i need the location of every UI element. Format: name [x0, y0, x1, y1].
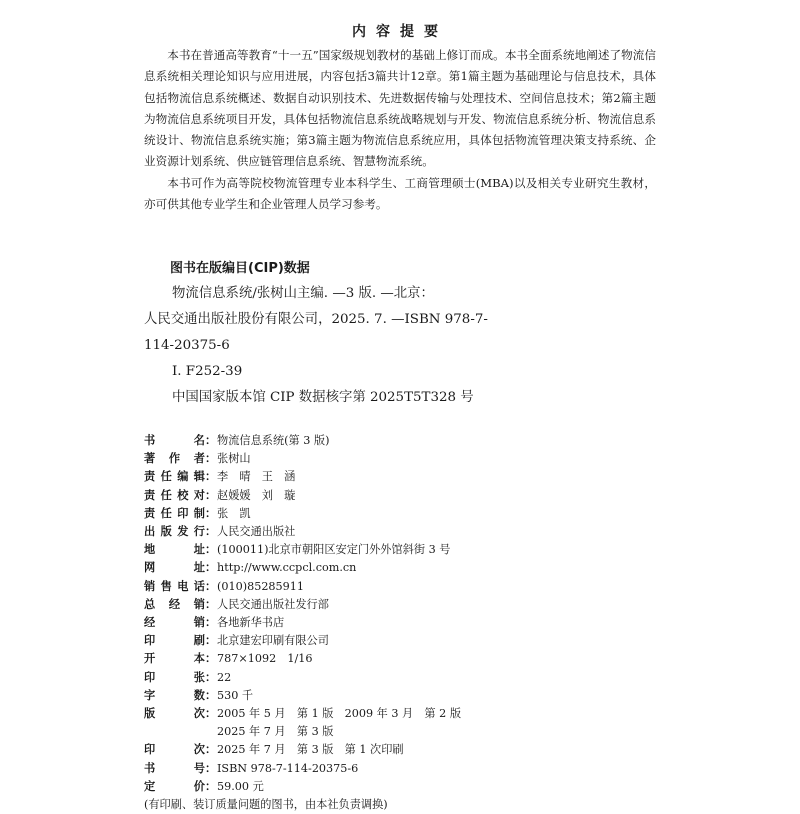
info-colon: ：: [205, 597, 217, 611]
info-value: 2005 年 5 月 第 1 版 2009 年 3 月 第 2 版: [217, 707, 462, 721]
summary-paragraph-2: 本书可作为高等院校物流管理专业本科学生、工商管理硕士(MBA)以及相关专业研究生教材，亦可供其他专业学生和企业管理人员学习参考。: [144, 175, 656, 212]
cip-line-classification: Ⅰ. F252-39: [172, 364, 243, 379]
info-label: 印张: [144, 670, 205, 684]
info-value: 787×1092 1/16: [217, 652, 313, 666]
info-label: 印刷: [144, 634, 205, 648]
cip-line-isbn: 114-20375-6: [144, 338, 230, 353]
info-row: [144, 760, 664, 778]
info-value: ISBN 978-7-114-20375-6: [217, 761, 359, 775]
info-value: 张树山: [217, 452, 251, 466]
info-row: [144, 614, 664, 632]
info-label: 版次: [144, 707, 205, 721]
info-label: 责任校对: [144, 488, 205, 502]
info-row: [144, 596, 664, 614]
info-value: 530 千: [217, 688, 254, 702]
info-value: (010)85285911: [217, 579, 305, 593]
info-label: 责任编辑: [144, 470, 205, 484]
info-row: [144, 559, 664, 577]
info-colon: ：: [205, 616, 217, 630]
info-colon: ：: [205, 652, 217, 666]
info-value: (100011)北京市朝阳区安定门外外馆斜街 3 号: [217, 543, 451, 557]
summary-paragraph-1: 本书在普通高等教育“十一五”国家级规划教材的基础上修订而成。本书全面系统地阐述了物流信息系统相关理论知识与应用进展，内容包括3篇共计12章。第1篇主题为基础理论与信息技术，具体包括物流信息系统概述、数据自动识别技术、先进数据传输与处理技术、空间信息技术；第2篇主题为物流信息系统项目开发，具体包括物流信息系统战略规划与开发、物流信息系统分析、物流信息系统设计、物流信息系统实施；第3篇主题为物流信息系统应用，具体包括物流管理决策支持系统、企业资源计划系统、供应链管理信息系统、智慧物流系统。: [144, 48, 656, 169]
info-row: [144, 687, 664, 705]
cip-line-title: 物流信息系统/张树山主编. —3 版. —北京：: [172, 286, 434, 301]
info-row: [144, 705, 664, 723]
info-value: 人民交通出版社: [217, 525, 296, 539]
info-label: 总经销: [144, 597, 205, 611]
info-colon: ：: [205, 688, 217, 702]
info-value: 张 凯: [217, 506, 251, 520]
info-label: 字数: [144, 688, 205, 702]
info-row: [144, 505, 664, 523]
info-row: [144, 632, 664, 650]
info-colon: ：: [205, 470, 217, 484]
info-row: [144, 578, 664, 596]
info-colon: ：: [205, 707, 217, 721]
info-colon: ：: [205, 779, 217, 793]
info-value: 各地新华书店: [217, 616, 285, 630]
info-value: 人民交通出版社发行部: [217, 597, 329, 611]
edition-continuation: 2025 年 7 月 第 3 版: [217, 725, 334, 739]
info-row: [144, 541, 664, 559]
info-row: [144, 741, 664, 759]
info-value: 北京建宏印刷有限公司: [217, 634, 329, 648]
summary-body: [144, 45, 656, 215]
quality-footnote: (有印刷、装订质量问题的图书，由本社负责调换): [144, 798, 388, 812]
info-row: [144, 487, 664, 505]
info-label: 开本: [144, 652, 205, 666]
info-label: 印次: [144, 743, 205, 757]
info-label: 销售电话: [144, 579, 205, 593]
info-value: http://www.ccpcl.com.cn: [217, 561, 357, 575]
info-value: 赵媛媛 刘 璇: [217, 488, 296, 502]
info-colon: ：: [205, 743, 217, 757]
info-value: 22: [217, 670, 232, 684]
info-colon: ：: [205, 543, 217, 557]
info-label: 定价: [144, 779, 205, 793]
info-row: [144, 450, 664, 468]
info-colon: ：: [205, 434, 217, 447]
info-row: [144, 468, 664, 486]
info-value: 物流信息系统(第 3 版): [217, 434, 330, 447]
info-row: [144, 669, 664, 687]
info-colon: ：: [205, 670, 217, 684]
info-label: 责任印制: [144, 506, 205, 520]
info-value: 李 晴 王 涵: [217, 470, 296, 484]
cip-line-record-number: 中国国家版本馆 CIP 数据核字第 2025T5T328 号: [172, 390, 474, 405]
info-colon: ：: [205, 452, 217, 466]
publication-info: [144, 432, 664, 814]
info-row: [144, 523, 664, 541]
summary-title: 内容提要: [352, 24, 448, 40]
info-row: [144, 778, 664, 796]
info-row: [144, 650, 664, 668]
cip-line-publisher: 人民交通出版社股份有限公司，2025. 7. —ISBN 978-7-: [144, 312, 488, 327]
info-colon: ：: [205, 506, 217, 520]
info-label: 经销: [144, 616, 205, 630]
info-colon: ：: [205, 561, 217, 575]
info-value: 59.00 元: [217, 779, 264, 793]
info-row: [144, 432, 664, 450]
info-label: 出版发行: [144, 525, 205, 539]
info-label: 网址: [144, 561, 205, 575]
info-colon: ：: [205, 488, 217, 502]
cip-heading: 图书在版编目(CIP)数据: [170, 261, 310, 276]
cip-block: [144, 257, 664, 411]
info-label: 书名: [144, 434, 205, 447]
info-colon: ：: [205, 579, 217, 593]
info-colon: ：: [205, 634, 217, 648]
info-label: 著作者: [144, 452, 205, 466]
info-colon: ：: [205, 761, 217, 775]
info-label: 书号: [144, 761, 205, 775]
info-colon: ：: [205, 525, 217, 539]
info-value: 2025 年 7 月 第 3 版 第 1 次印刷: [217, 743, 404, 757]
info-label: 地址: [144, 543, 205, 557]
